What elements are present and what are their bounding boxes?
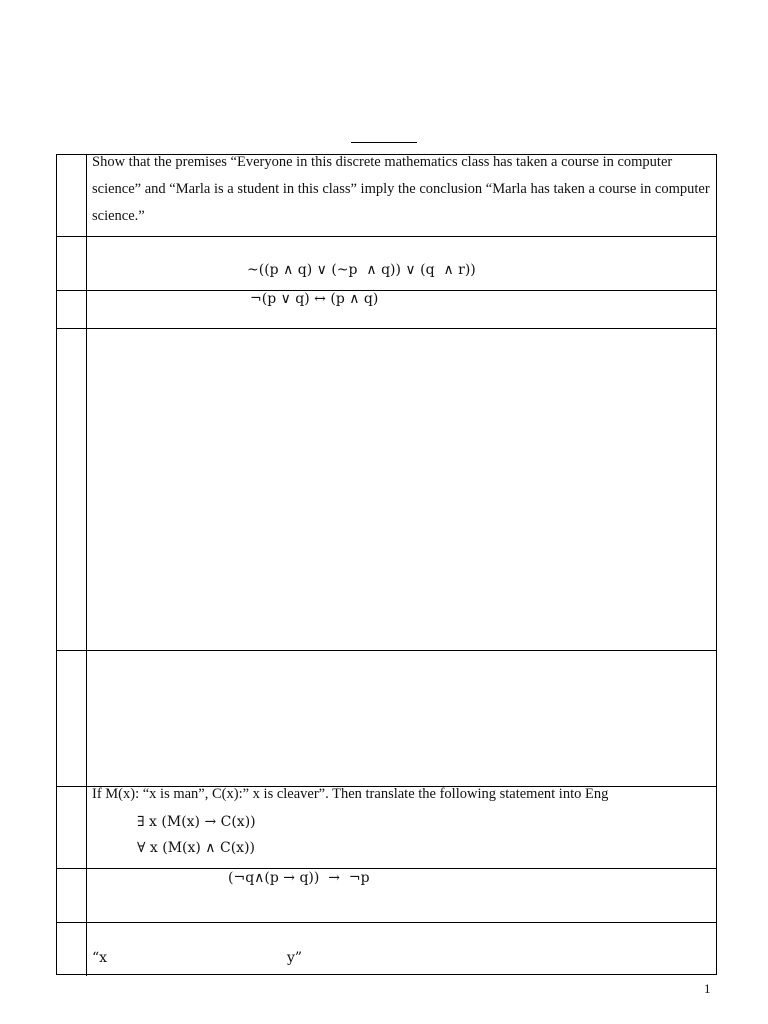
table-row-5 — [57, 650, 716, 786]
table-row-6 — [57, 786, 716, 868]
number-cell — [57, 651, 87, 786]
number-cell — [57, 787, 87, 868]
table-row-4 — [57, 328, 716, 650]
question-table — [56, 154, 717, 975]
number-cell — [57, 237, 87, 290]
question-text: If M(x): “x is man”, C(x):” x is cleaver”. Then translate the following statement into Eng — [92, 786, 609, 802]
quote-start: “x — [92, 950, 108, 966]
content-cell — [92, 651, 710, 786]
page-number: 1 — [704, 981, 711, 996]
logic-formula: (¬q∧(p → q)) → ¬p — [228, 870, 370, 886]
number-cell — [57, 155, 87, 236]
content-cell — [92, 329, 710, 650]
table-row-3 — [57, 290, 716, 328]
number-cell — [57, 923, 87, 976]
content-cell — [92, 291, 710, 328]
logic-formula: ∃ x (M(x) → C(x)) — [137, 814, 256, 830]
logic-formula: ¬(p ∨ q) ↔ (p ∧ q) — [250, 291, 379, 307]
table-row-8 — [57, 922, 716, 976]
table-row-1 — [57, 155, 716, 236]
content-cell — [92, 787, 710, 868]
number-cell — [57, 329, 87, 650]
table-row-7 — [57, 868, 716, 922]
content-cell — [92, 923, 710, 976]
quote-end: y” — [287, 950, 303, 966]
content-cell — [92, 869, 710, 922]
title-underline — [351, 142, 417, 143]
logic-formula: ∀ x (M(x) ∧ C(x)) — [137, 840, 256, 856]
content-cell — [92, 237, 710, 290]
table-row-2 — [57, 236, 716, 290]
content-cell — [92, 155, 710, 236]
logic-formula: ~((p ∧ q) ∨ (~p ∧ q)) ∨ (q ∧ r)) — [247, 262, 476, 278]
number-cell — [57, 291, 87, 328]
number-cell — [57, 869, 87, 922]
question-text: Show that the premises “Everyone in this discrete mathematics class has taken a course in computer science” and “Marla is a student in this class” imply the conclusion “Marla has taken a course in computer science.” — [92, 154, 710, 224]
